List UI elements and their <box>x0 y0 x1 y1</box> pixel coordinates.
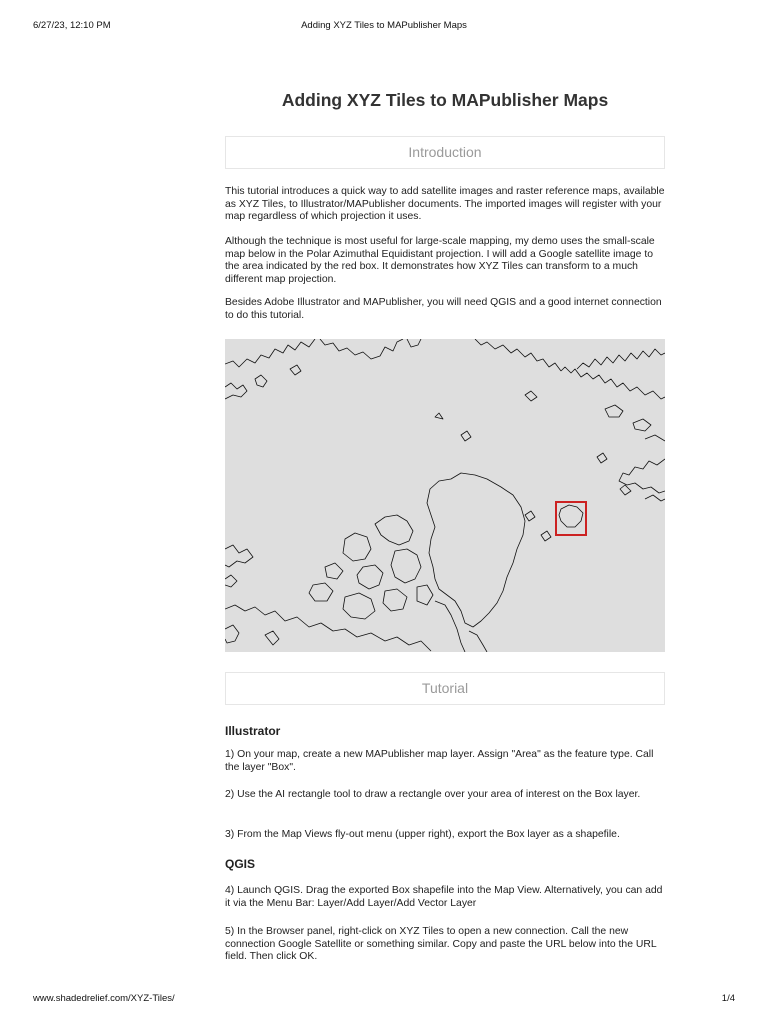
print-doc-title: Adding XYZ Tiles to MAPublisher Maps <box>301 20 467 31</box>
section-heading-tutorial: Tutorial <box>225 672 665 705</box>
section-heading-introduction: Introduction <box>225 136 665 169</box>
step-3: 3) From the Map Views fly-out menu (upper right), export the Box layer as a shapefile. <box>225 829 620 840</box>
subheading-illustrator: Illustrator <box>225 724 281 738</box>
print-url: www.shadedrelief.com/XYZ-Tiles/ <box>33 993 175 1004</box>
intro-paragraph-1: This tutorial introduces a quick way to add satellite images and raster reference maps, available as XYZ Tiles, to Illustrator/MAPublisher documents. The imported images will register with your map regardless of which projection it uses. <box>225 186 665 223</box>
arctic-map-svg <box>225 339 665 652</box>
intro-paragraph-2: Although the technique is most useful for large-scale mapping, my demo uses the small-scale map below in the Polar Azimuthal Equidistant projection. I will add a Google satellite image to the area indicated by the red box. It demonstrates how XYZ Tiles can transform to a much different map projection. <box>225 236 655 285</box>
arctic-map-image <box>225 339 665 652</box>
step-2: 2) Use the AI rectangle tool to draw a rectangle over your area of interest on the Box layer. <box>225 789 641 800</box>
page-title: Adding XYZ Tiles to MAPublisher Maps <box>281 90 609 110</box>
coastlines <box>225 339 665 652</box>
step-5: 5) In the Browser panel, right-click on XYZ Tiles to open a new connection. Call the new connection Google Satellite or something similar. Copy and paste the URL below into the URL field. Then click OK. <box>225 926 657 963</box>
print-datetime: 6/27/23, 12:10 PM <box>33 20 111 31</box>
step-4: 4) Launch QGIS. Drag the exported Box shapefile into the Map View. Alternatively, you can add it via the Menu Bar: Layer/Add Layer/Add Vector Layer <box>225 885 663 909</box>
intro-paragraph-3: Besides Adobe Illustrator and MAPublisher, you will need QGIS and a good internet connection to do this tutorial. <box>225 297 662 321</box>
subheading-qgis: QGIS <box>225 857 256 871</box>
print-page-number: 1/4 <box>721 993 735 1004</box>
step-1: 1) On your map, create a new MAPublisher map layer. Assign "Area" as the feature type. Call the layer "Box". <box>225 749 654 773</box>
